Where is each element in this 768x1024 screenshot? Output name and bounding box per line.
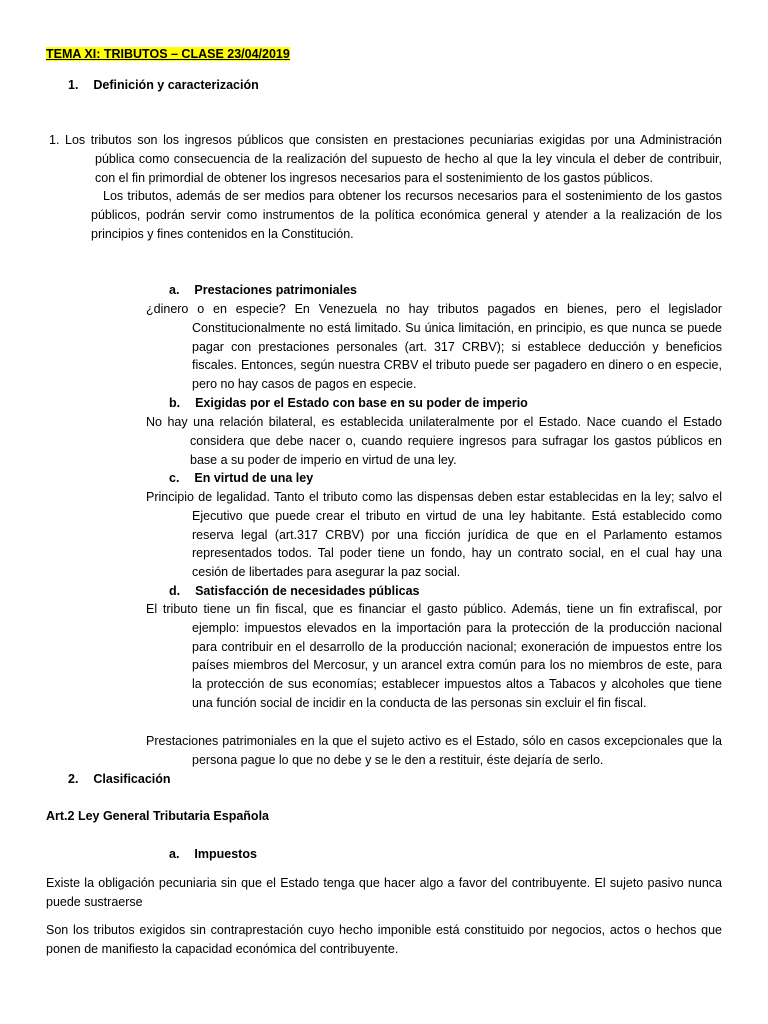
item-1-number: 1. — [49, 133, 60, 147]
sub-c-body — [146, 488, 722, 582]
sub-b-heading — [169, 394, 528, 413]
section-2-number: 2. — [68, 772, 79, 786]
summary-text: Prestaciones patrimoniales en la que el sujeto activo es el Estado, sólo en casos excepcionales que la persona pague lo que no debe y se le den a restituir, éste dejaría de serlo. — [146, 734, 722, 767]
sub-c-letter: c. — [169, 471, 180, 485]
section-2-heading — [68, 770, 171, 789]
sub-b-text: No hay una relación bilateral, es establecida unilateralmente por el Estado. Nace cuando el Estado considera que debe nacer o, cuando requiere ingresos para sufragar los gastos públicos en base a su poder de imperio en virtud de una ley. — [146, 415, 722, 467]
sub-d-heading — [169, 582, 419, 601]
impuestos-heading — [169, 845, 257, 864]
sub-d-body — [146, 600, 722, 713]
sub-c-text: Principio de legalidad. Tanto el tributo como las dispensas deben estar establecidas en la ley; salvo el Ejecutivo que puede crear el tributo en virtud de una ley habitante. Está establecido como reserva legal (art.317 CRBV) por una ficción jurídica de que en el Parlamento estamos representados todos. Tal poder tiene un fondo, hay un contrato social, en el cual hay una cesión de libertades para asegurar la paz social. — [146, 490, 722, 580]
paragraph-1: Existe la obligación pecuniaria sin que el Estado tenga que hacer algo a favor del contribuyente. El sujeto pasivo nunca puede sustraerse — [46, 876, 722, 909]
item-1-paragraph — [49, 131, 722, 187]
item-1-text: Los tributos son los ingresos públicos que consisten en prestaciones pecuniarias exigidas por una Administración pública como consecuencia de la realización del supuesto de hecho al que la ley vincula el deber de contribuir, con el fin primordial de obtener los ingresos necesarios para el sostenimiento de los gastos públicos. — [65, 133, 722, 185]
section-1-number: 1. — [68, 78, 79, 92]
item-1-paragraph-2: Los tributos, además de ser medios para obtener los recursos necesarios para el sostenimiento de los gastos públicos, podrán servir como instrumentos de la política económica general y atender a la realización de los principios y fines contenidos en la Constitución. — [91, 189, 722, 241]
sub-c-title: En virtud de una ley — [194, 471, 314, 485]
document-title — [46, 45, 290, 64]
section-1-heading — [68, 76, 259, 95]
sub-d-letter: d. — [169, 584, 181, 598]
section-1-title: Definición y caracterización — [93, 78, 259, 92]
sub-d-title: Satisfacción de necesidades públicas — [195, 584, 420, 598]
sub-b-body — [146, 413, 722, 469]
summary-block — [146, 732, 722, 770]
sub-a-body — [146, 300, 722, 394]
impuestos-letter: a. — [169, 847, 180, 861]
sub-a-letter: a. — [169, 283, 180, 297]
sub-a-title: Prestaciones patrimoniales — [194, 283, 357, 297]
sub-b-letter: b. — [169, 396, 181, 410]
item-1 — [49, 131, 722, 244]
sub-a-heading — [169, 281, 357, 300]
title-highlight: TEMA XI: TRIBUTOS – CLASE 23/04/2019 — [46, 47, 290, 61]
sub-c-heading — [169, 469, 313, 488]
paragraph-2: Son los tributos exigidos sin contraprestación cuyo hecho imponible está constituido por negocios, actos o hechos que ponen de manifiesto la capacidad económica del contribuyente. — [46, 923, 722, 956]
sub-b-title: Exigidas por el Estado con base en su poder de imperio — [195, 396, 528, 410]
impuestos-title: Impuestos — [194, 847, 257, 861]
section-2-title: Clasificación — [93, 772, 171, 786]
article-heading: Art.2 Ley General Tributaria Española — [46, 809, 269, 823]
sub-d-text: El tributo tiene un fin fiscal, que es financiar el gasto público. Además, tiene un fin extrafiscal, por ejemplo: impuestos elevados en la importación para la protección de la producción nacional para contribuir en el desarrollo de la producción nacional; exoneración de impuestos entre los países miembros del Mercosur, y un arancel extra común para los no miembros de este, para la protección de sus economías; establecer impuestos altos a Tabacos y alcoholes que tiene una función social de incidir en la conducta de las personas sin excluir el fin fiscal. — [146, 602, 722, 710]
sub-a-text: ¿dinero o en especie? En Venezuela no hay tributos pagados en bienes, pero el legislador Constitucionalmente no está limitado. Su única limitación, en principio, es que nunca se puede pagar con prestaciones personales (art. 317 CRBV); si establece deducción y beneficios fiscales. Entonces, según nuestra CRBV el tributo puede ser pagadero en dinero o en especie, pero no hay casos de pagos en especie. — [146, 302, 722, 392]
